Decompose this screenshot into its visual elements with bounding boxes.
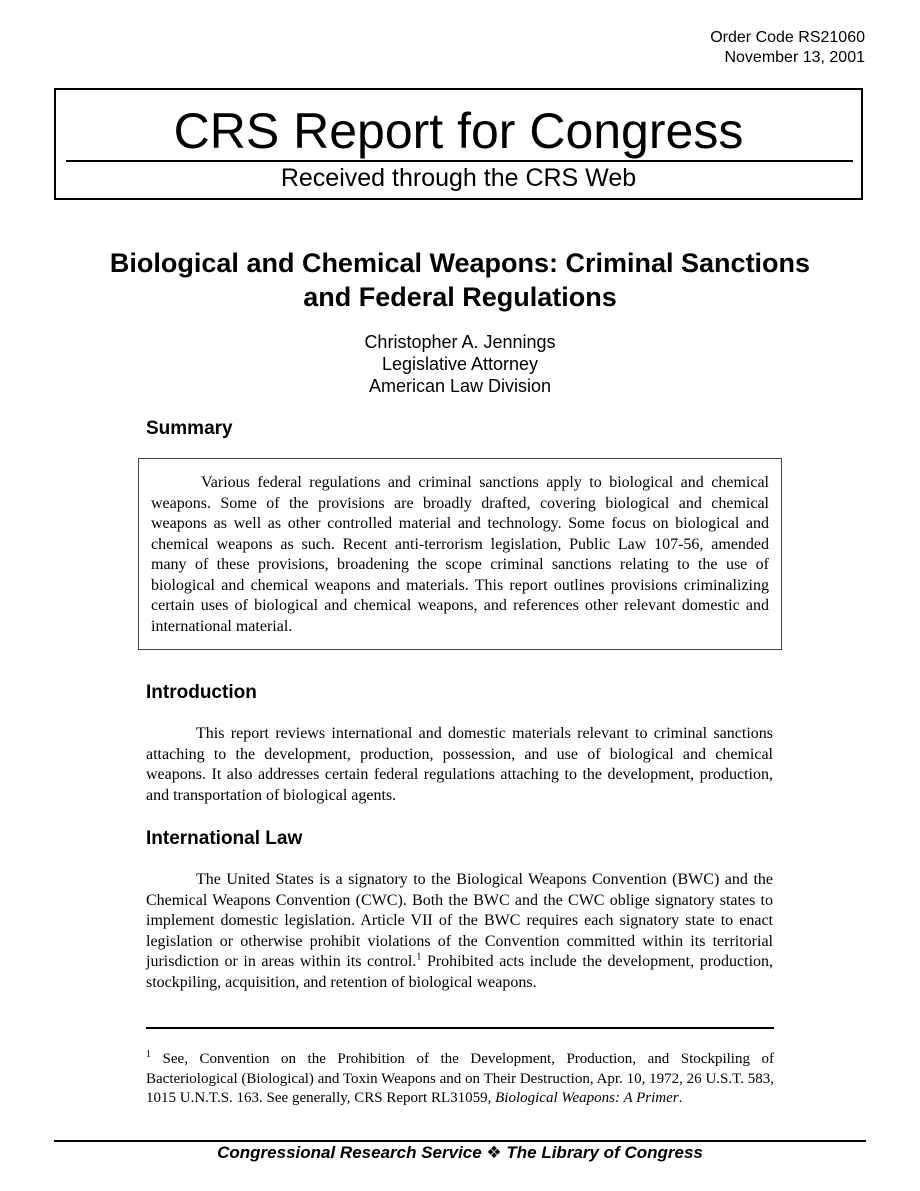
footnote-marker: 1 <box>146 1049 151 1060</box>
footnote-italic-title: Biological Weapons: A Primer <box>495 1090 679 1106</box>
introduction-heading: Introduction <box>146 682 257 703</box>
summary-text: Various federal regulations and criminal sanctions apply to biological and chemical weapons. Some of the provisions are broadly drafted, covering biological and chemical weapons as well as other controlled material and technology. Some focus on biological and chemical weapons as such. Recent anti-terrorism legislation, Public Law 107-56, amended many of these provisions, broadening the scope criminal sanctions relating to the use of biological and chemical weapons and materials. This report outlines provisions criminalizing certain uses of biological and chemical weapons, and references other relevant domestic and international material. <box>151 474 769 635</box>
masthead-title: CRS Report for Congress <box>173 103 744 159</box>
author-division: American Law Division <box>368 376 552 396</box>
masthead <box>54 88 863 200</box>
masthead-rule <box>66 160 853 162</box>
footnote-separator <box>146 1027 774 1029</box>
order-header <box>710 28 865 68</box>
author-position: Legislative Attorney <box>381 354 539 374</box>
summary-box <box>138 458 782 650</box>
page-footer: Congressional Research Service ❖ The Library of Congress <box>217 1143 703 1162</box>
international-law-text-part2: Prohibited acts include the development, production, stockpiling, acquisition, and retention of biological weapons. <box>146 953 774 991</box>
summary-heading: Summary <box>146 418 233 439</box>
footnote-end: . <box>678 1090 683 1106</box>
introduction-text: This report reviews international and domestic materials relevant to criminal sanctions attaching to the development, production, possession, and use of biological and chemical weapons. It also addresses certain federal regulations attaching to the development, production, and transportation of biological agents. <box>146 725 773 804</box>
international-law-text <box>146 870 773 993</box>
author-block <box>100 331 820 397</box>
report-date: November 13, 2001 <box>724 49 865 66</box>
author-name: Christopher A. Jennings <box>364 332 556 352</box>
footnote-reference[interactable]: 1 <box>416 951 422 963</box>
international-law-heading: International Law <box>146 828 303 849</box>
document-title: Biological and Chemical Weapons: Criminal Sanctions and Federal Regulations <box>109 248 811 312</box>
masthead-subtitle: Received through the CRS Web <box>280 164 637 192</box>
international-law-text-part1: The United States is a signatory to the Biological Weapons Convention (BWC) and the Chemical Weapons Convention (CWC). Both the BWC and the CWC oblige signatory states to implement domestic legislation. Article VII of the BWC requires each signatory state to enact legislation or otherwise prohibit violations of the Convention committed within its territorial jurisdiction or in areas within its control. <box>146 871 773 970</box>
footnote <box>146 1045 774 1109</box>
order-code: Order Code RS21060 <box>710 29 865 46</box>
footnote-text: See, Convention on the Prohibition of the Development, Production, and Stockpiling of Bacteriological (Biological) and Toxin Weapons and on Their Destruction, Apr. 10, 1972, 26 U.S.T. 583, 1015 U.N.T.S. 163. See generally, CRS Report RL31059, <box>146 1051 774 1106</box>
